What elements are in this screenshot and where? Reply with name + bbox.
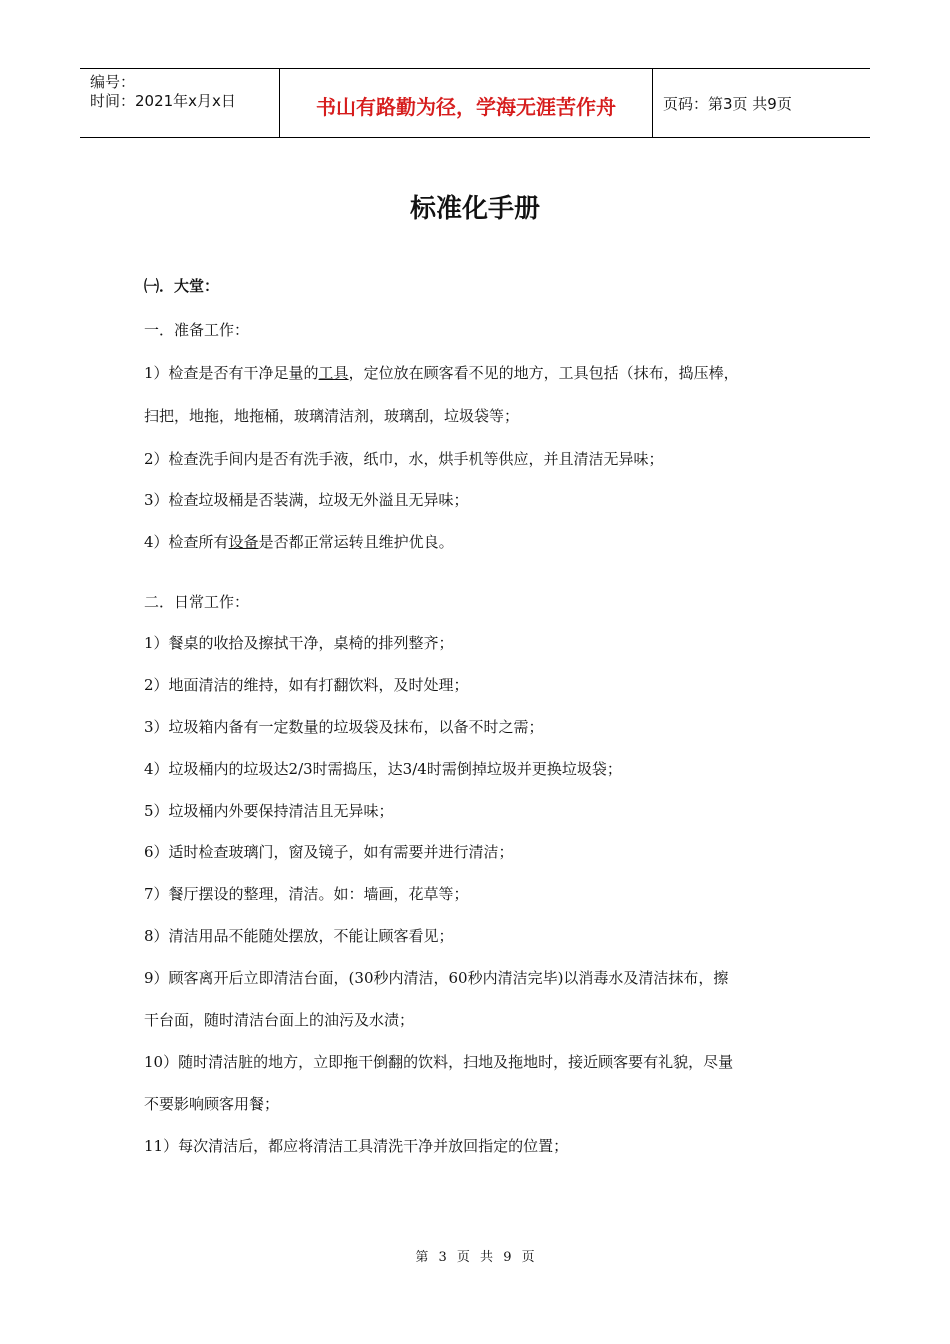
header-number: 编号：: [90, 73, 136, 91]
equipment-link[interactable]: 设备: [228, 533, 259, 551]
page-header: [80, 68, 870, 138]
header-page-number: 页码：第3页 共9页: [663, 94, 792, 113]
page-footer: 第 3 页 共 9 页: [415, 1250, 535, 1265]
prep-item-1: [144, 363, 739, 383]
daily-item-10: 10）随时清洁脏的地方，立即拖干倒翻的饮料，扫地及拖地时，接近顾客要有礼貌，尽量: [144, 1053, 734, 1071]
header-motto: 书山有路勤为径，学海无涯苦作舟: [280, 69, 653, 137]
tools-link[interactable]: 工具: [318, 364, 349, 382]
daily-item-9: 9）顾客离开后立即清洁台面，(30秒内清洁，60秒内清洁完毕)以消毒水及清洁抹布，擦: [144, 969, 729, 987]
daily-item-5: 5）垃圾桶内外要保持清洁且无异味；: [144, 802, 394, 820]
daily-item-8: 8）清洁用品不能随处摆放，不能让顾客看见；: [144, 927, 454, 945]
daily-item-4: 4）垃圾桶内的垃圾达2/3时需捣压，达3/4时需倒掉垃圾并更换垃圾袋；: [144, 760, 622, 778]
daily-item-9-continued: 干台面，随时清洁台面上的油污及水渍；: [144, 1011, 415, 1029]
prep-heading: 一．准备工作：: [144, 321, 250, 339]
daily-item-6: 6）适时检查玻璃门，窗及镜子，如有需要并进行清洁；: [144, 843, 514, 861]
prep-item-4-text-b: 是否都正常运转且维护优良。: [258, 533, 454, 551]
prep-item-4: [144, 532, 454, 552]
daily-item-1: 1）餐桌的收拾及擦拭干净，桌椅的排列整齐；: [144, 634, 454, 652]
prep-item-2: 2）检查洗手间内是否有洗手液，纸巾，水，烘手机等供应，并且清洁无异味；: [144, 450, 664, 468]
daily-heading: 二．日常工作：: [144, 593, 250, 611]
prep-item-1-continued: 扫把，地拖，地拖桶，玻璃清洁剂，玻璃刮，垃圾袋等；: [144, 407, 520, 425]
daily-item-10-continued: 不要影响顾客用餐；: [144, 1095, 280, 1113]
section-heading-lobby: ㈠．大堂：: [144, 277, 220, 295]
daily-item-7: 7）餐厅摆设的整理，清洁。如：墙画，花草等；: [144, 885, 469, 903]
document-title: 标准化手册: [409, 194, 540, 224]
daily-item-3: 3）垃圾箱内备有一定数量的垃圾袋及抹布，以备不时之需；: [144, 718, 544, 736]
daily-item-11: 11）每次清洁后，都应将清洁工具清洗干净并放回指定的位置；: [144, 1137, 569, 1155]
prep-item-1-text-b: ，定位放在顾客看不见的地方，工具包括（抹布，捣压棒，: [348, 364, 739, 382]
prep-item-4-text-a: 4）检查所有: [144, 533, 229, 551]
prep-item-1-text-a: 1）检查是否有干净足量的: [144, 364, 319, 382]
prep-item-3: 3）检查垃圾桶是否装满，垃圾无外溢且无异味；: [144, 491, 469, 509]
daily-item-2: 2）地面清洁的维持，如有打翻饮料，及时处理；: [144, 676, 469, 694]
header-time: 时间：2021年x月x日: [90, 92, 236, 110]
header-meta: [80, 69, 280, 137]
